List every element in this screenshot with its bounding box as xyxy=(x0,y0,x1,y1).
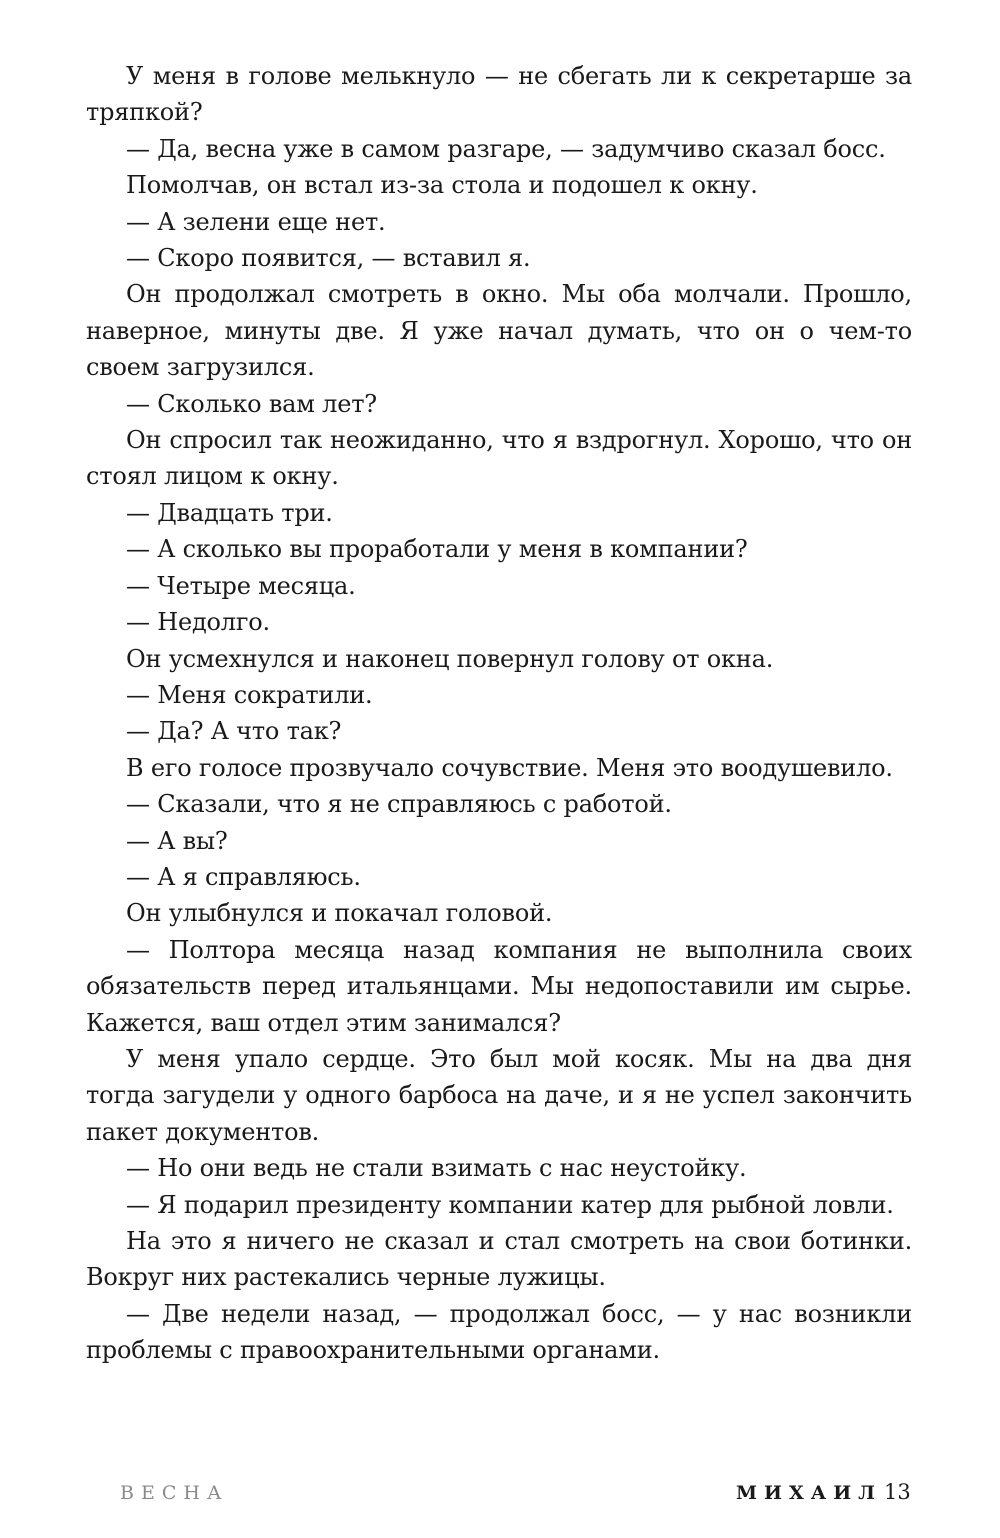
paragraph: — А я справляюсь. xyxy=(126,862,361,891)
paragraph: — Сказали, что я не справляюсь с работой. xyxy=(126,790,672,819)
paragraph: Он улыбнулся и покачал головой. xyxy=(126,899,553,928)
paragraph: — Двадцать три. xyxy=(126,498,333,527)
page-footer xyxy=(0,1482,1000,1512)
paragraph: — Полтора месяца назад компания не выполнила своих обязательств перед итальянцами. Мы недопоставили им сырье. Кажется, ваш отдел этим занимался? xyxy=(86,935,912,1037)
paragraph: Он спросил так неожиданно, что я вздрогнул. Хорошо, что он стоял лицом к окну. xyxy=(86,426,912,491)
paragraph: — Сколько вам лет? xyxy=(126,389,377,418)
paragraph: В его голосе прозвучало сочувствие. Меня это воодушевило. xyxy=(126,753,893,782)
paragraph: — А вы? xyxy=(126,826,228,855)
paragraph: — Но они ведь не стали взимать с нас неустойку. xyxy=(126,1154,747,1183)
paragraph: — Меня сократили. xyxy=(126,680,373,709)
paragraph: — Да? А что так? xyxy=(126,717,342,746)
page-body-text xyxy=(86,58,912,1369)
paragraph: — Скоро появится, — вставил я. xyxy=(126,244,531,273)
paragraph: — Я подарил президенту компании катер для рыбной ловли. xyxy=(126,1190,894,1219)
paragraph: — А сколько вы проработали у меня в компании? xyxy=(126,535,748,564)
running-head-chapter-name: МИХАИЛ xyxy=(736,1482,882,1504)
paragraph: У меня в голове мелькнуло — не сбегать ли к секретарше за тряпкой? xyxy=(86,62,912,127)
paragraph: Он продолжал смотреть в окно. Мы оба молчали. Прошло, наверное, минуты две. Я уже начал думать, что он о чем-то своем загрузился. xyxy=(86,280,912,382)
paragraph: — Да, весна уже в самом разгаре, — задумчиво сказал босс. xyxy=(126,134,886,163)
paragraph: — Две недели назад, — продолжал босс, — у нас возникли проблемы с правоохранительными органами. xyxy=(86,1299,912,1365)
running-head-book-title: ВЕСНА xyxy=(120,1482,229,1504)
paragraph: — Недолго. xyxy=(126,608,270,637)
paragraph: — А зелени еще нет. xyxy=(126,207,386,236)
paragraph: На это я ничего не сказал и стал смотреть на свои ботинки. Вокруг них растекались черные лужицы. xyxy=(86,1227,912,1292)
paragraph: Помолчав, он встал из-за стола и подошел к окну. xyxy=(126,171,758,200)
page-number: 13 xyxy=(884,1480,911,1504)
paragraph: У меня упало сердце. Это был мой косяк. Мы на два дня тогда загудели у одного барбоса на даче, и я не успел закончить пакет документов. xyxy=(86,1044,912,1146)
paragraph: — Четыре месяца. xyxy=(126,571,356,600)
paragraph: Он усмехнулся и наконец повернул голову от окна. xyxy=(126,644,774,673)
